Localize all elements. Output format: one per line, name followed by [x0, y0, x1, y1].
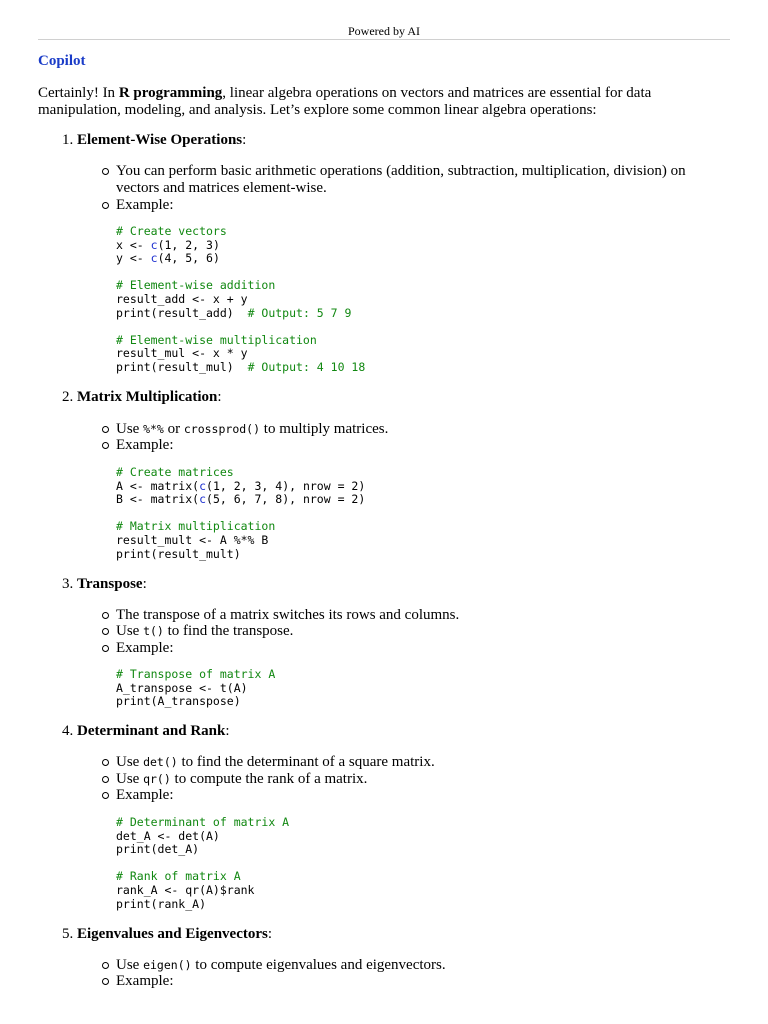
bullet-text [116, 421, 712, 438]
intro-bold: R programming [118, 85, 223, 101]
bullet-text [116, 754, 712, 771]
intro-post: , linear algebra operations on vectors and matrices are essential for data manipulation, modeling, and analysis. Let’s explore some common linear algebra operations: [38, 85, 652, 118]
page-header [38, 24, 730, 40]
code-line: # Element-wise multiplication [116, 332, 317, 347]
bullet-text: Example: [116, 787, 174, 803]
code-line: print(A_transpose) [116, 694, 241, 709]
bullet-icon [102, 426, 109, 433]
bullet-text: Example: [116, 973, 174, 989]
intro-pre: Certainly! In [38, 85, 119, 101]
code-block-1 [116, 225, 365, 375]
brand-title: Copilot [38, 53, 86, 69]
inline-code: qr() [143, 772, 171, 786]
code-line: result_add <- x + y [116, 291, 248, 306]
inline-code: eigen() [143, 958, 192, 972]
bullet-item [102, 957, 712, 974]
bullet-text-part: Use [116, 957, 144, 973]
bullet-icon [102, 978, 109, 985]
code-line: # Determinant of matrix A [116, 815, 290, 829]
bullet-text-part: to find the determinant of a square matrix. [177, 754, 435, 770]
code-line: rank_A <- qr(A)$rank [116, 882, 255, 897]
bullet-text-part: Use [116, 623, 144, 639]
bullet-text-part: Use [116, 771, 144, 787]
section-number: 4. [62, 723, 74, 739]
bullet-item [102, 197, 712, 214]
section-1-heading [62, 132, 246, 149]
bullet-text-part: Use [116, 754, 144, 770]
section-suffix: : [242, 132, 247, 148]
code-line: print(result_mult) [116, 546, 241, 561]
bullet-icon [102, 612, 109, 619]
bullet-icon [102, 776, 109, 783]
section-title: Determinant and Rank [77, 723, 226, 739]
bullet-text: The transpose of a matrix switches its rows and columns. [116, 607, 460, 623]
section-suffix: : [225, 723, 230, 739]
section-suffix: : [142, 576, 147, 592]
intro-paragraph [38, 85, 723, 118]
bullet-text [116, 623, 712, 640]
code-line: A <- matrix(c(1, 2, 3, 4), nrow = 2) [116, 478, 366, 493]
bullet-item [102, 640, 712, 657]
bullet-item [102, 421, 712, 438]
inline-code: t() [143, 624, 164, 638]
bullet-icon [102, 168, 109, 175]
inline-code: %*% [143, 422, 164, 436]
code-block-4 [116, 816, 289, 911]
bullet-item [102, 623, 712, 640]
bullet-text: Example: [116, 640, 174, 656]
bullet-text-part: to find the transpose. [163, 623, 294, 639]
section-title: Eigenvalues and Eigenvectors [77, 926, 268, 942]
inline-code: crossprod() [183, 422, 261, 436]
bullet-item [102, 437, 712, 454]
code-line: result_mult <- A %*% B [116, 532, 269, 547]
code-line: result_mul <- x * y [116, 346, 248, 361]
bullet-item [102, 754, 712, 771]
bullet-text-part: to compute the rank of a matrix. [170, 771, 368, 787]
code-line: B <- matrix(c(5, 6, 7, 8), nrow = 2) [116, 492, 366, 507]
section-3-heading [62, 576, 147, 593]
bullet-icon [102, 202, 109, 209]
section-5-heading [62, 926, 272, 943]
section-2-heading [62, 389, 222, 406]
bullet-text: You can perform basic arithmetic operations (addition, subtraction, multiplication, division) on vectors and matrices element-wise. [116, 163, 686, 196]
code-line: print(rank_A) [116, 896, 207, 911]
section-number: 1. [62, 132, 74, 148]
section-number: 5. [62, 926, 74, 942]
code-line: # Create matrices [116, 465, 234, 479]
section-title: Transpose [77, 576, 143, 592]
bullet-item [102, 607, 712, 624]
header-text: Powered by AI [348, 24, 420, 38]
bullet-text: Example: [116, 197, 174, 213]
bullet-text: Example: [116, 437, 174, 453]
bullet-text-part: to compute eigenvalues and eigenvectors. [191, 957, 446, 973]
bullet-text-part: Use [116, 421, 144, 437]
code-line: print(det_A) [116, 842, 200, 857]
code-block-3 [116, 668, 275, 709]
section-title: Element-Wise Operations [77, 132, 243, 148]
bullet-icon [102, 628, 109, 635]
bullet-text [116, 771, 712, 788]
code-line: det_A <- det(A) [116, 828, 220, 843]
section-title: Matrix Multiplication [77, 389, 218, 405]
bullet-icon [102, 792, 109, 799]
section-number: 2. [62, 389, 74, 405]
section-suffix: : [217, 389, 222, 405]
bullet-icon [102, 645, 109, 652]
code-line: # Transpose of matrix A [116, 667, 276, 681]
bullet-icon [102, 442, 109, 449]
bullet-item [102, 163, 712, 196]
bullet-icon [102, 962, 109, 969]
bullet-text-part: to multiply matrices. [260, 421, 389, 437]
inline-code: det() [143, 755, 178, 769]
code-line: # Rank of matrix A [116, 869, 241, 884]
bullet-icon [102, 759, 109, 766]
bullet-item [102, 973, 712, 990]
section-4-heading [62, 723, 230, 740]
bullet-item [102, 771, 712, 788]
bullet-item [102, 787, 712, 804]
section-number: 3. [62, 576, 74, 592]
code-line: print(result_mul) # Output: 4 10 18 [116, 359, 366, 374]
code-line: # Element-wise addition [116, 278, 276, 293]
code-line: y <- c(4, 5, 6) [116, 251, 220, 266]
code-line: # Create vectors [116, 224, 227, 238]
code-line: A_transpose <- t(A) [116, 680, 248, 695]
bullet-text [116, 957, 712, 974]
code-block-2 [116, 466, 365, 561]
bullet-text-part: or [163, 421, 184, 437]
code-line: print(result_add) # Output: 5 7 9 [116, 305, 352, 320]
code-line: # Matrix multiplication [116, 519, 276, 534]
section-suffix: : [267, 926, 273, 942]
code-line: x <- c(1, 2, 3) [116, 237, 220, 252]
